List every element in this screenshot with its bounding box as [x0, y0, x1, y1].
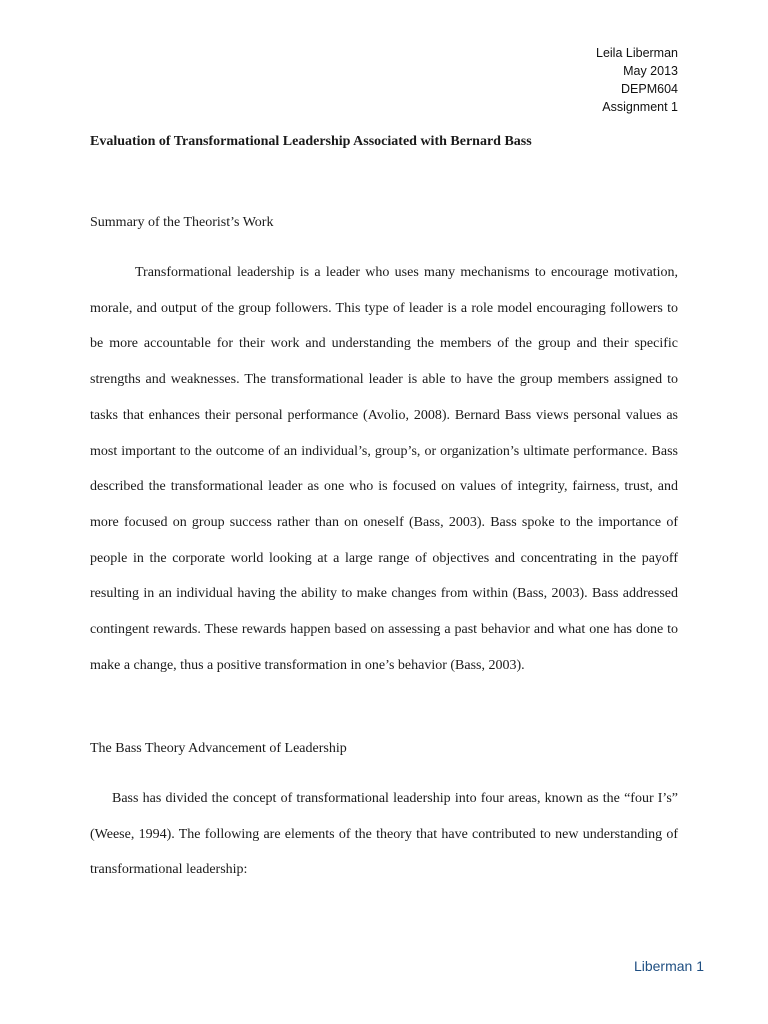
course-code: DEPM604: [621, 82, 678, 96]
paragraph-summary: Transformational leadership is a leader who uses many mechanisms to encourage motivation, morale, and output of the group followers. This type of leader is a role model encouraging followers to be more accountable for their work and understanding the members of the group and their specific strengths and weaknesses. The transformational leader is able to have the group members assigned to tasks that enhances their personal performance (Avolio, 2008). Bernard Bass views personal values as most important to the outcome of an individual’s, group’s, or organization’s ultimate performance. Bass described the transformational leader as one who is focused on values of integrity, fairness, trust, and more focused on group success rather than on oneself (Bass, 2003). Bass spoke to the importance of people in the corporate world looking at a large range of objectives and concentrating in the payoff resulting in an individual having the ability to make changes from within (Bass, 2003). Bass addressed contingent rewards. These rewards happen based on assessing a past behavior and what one has done to make a change, thus a positive transformation in one’s behavior (Bass, 2003).: [90, 265, 678, 673]
section-heading-bass-theory: The Bass Theory Advancement of Leadership: [90, 741, 347, 756]
section-heading-summary: Summary of the Theorist’s Work: [90, 215, 274, 230]
paragraph-bass-theory: Bass has divided the concept of transformational leadership into four areas, known as the “four I’s” (Weese, 1994). The following are elements of the theory that have contributed to new understanding of transformational leadership:: [90, 791, 678, 878]
document-title: Evaluation of Transformational Leadership Associated with Bernard Bass: [90, 134, 532, 149]
header-block: [596, 44, 678, 116]
author-name: Leila Liberman: [596, 46, 678, 60]
page-footer: Liberman 1: [633, 958, 704, 974]
assignment-label: Assignment 1: [602, 100, 678, 114]
date: May 2013: [623, 64, 678, 78]
